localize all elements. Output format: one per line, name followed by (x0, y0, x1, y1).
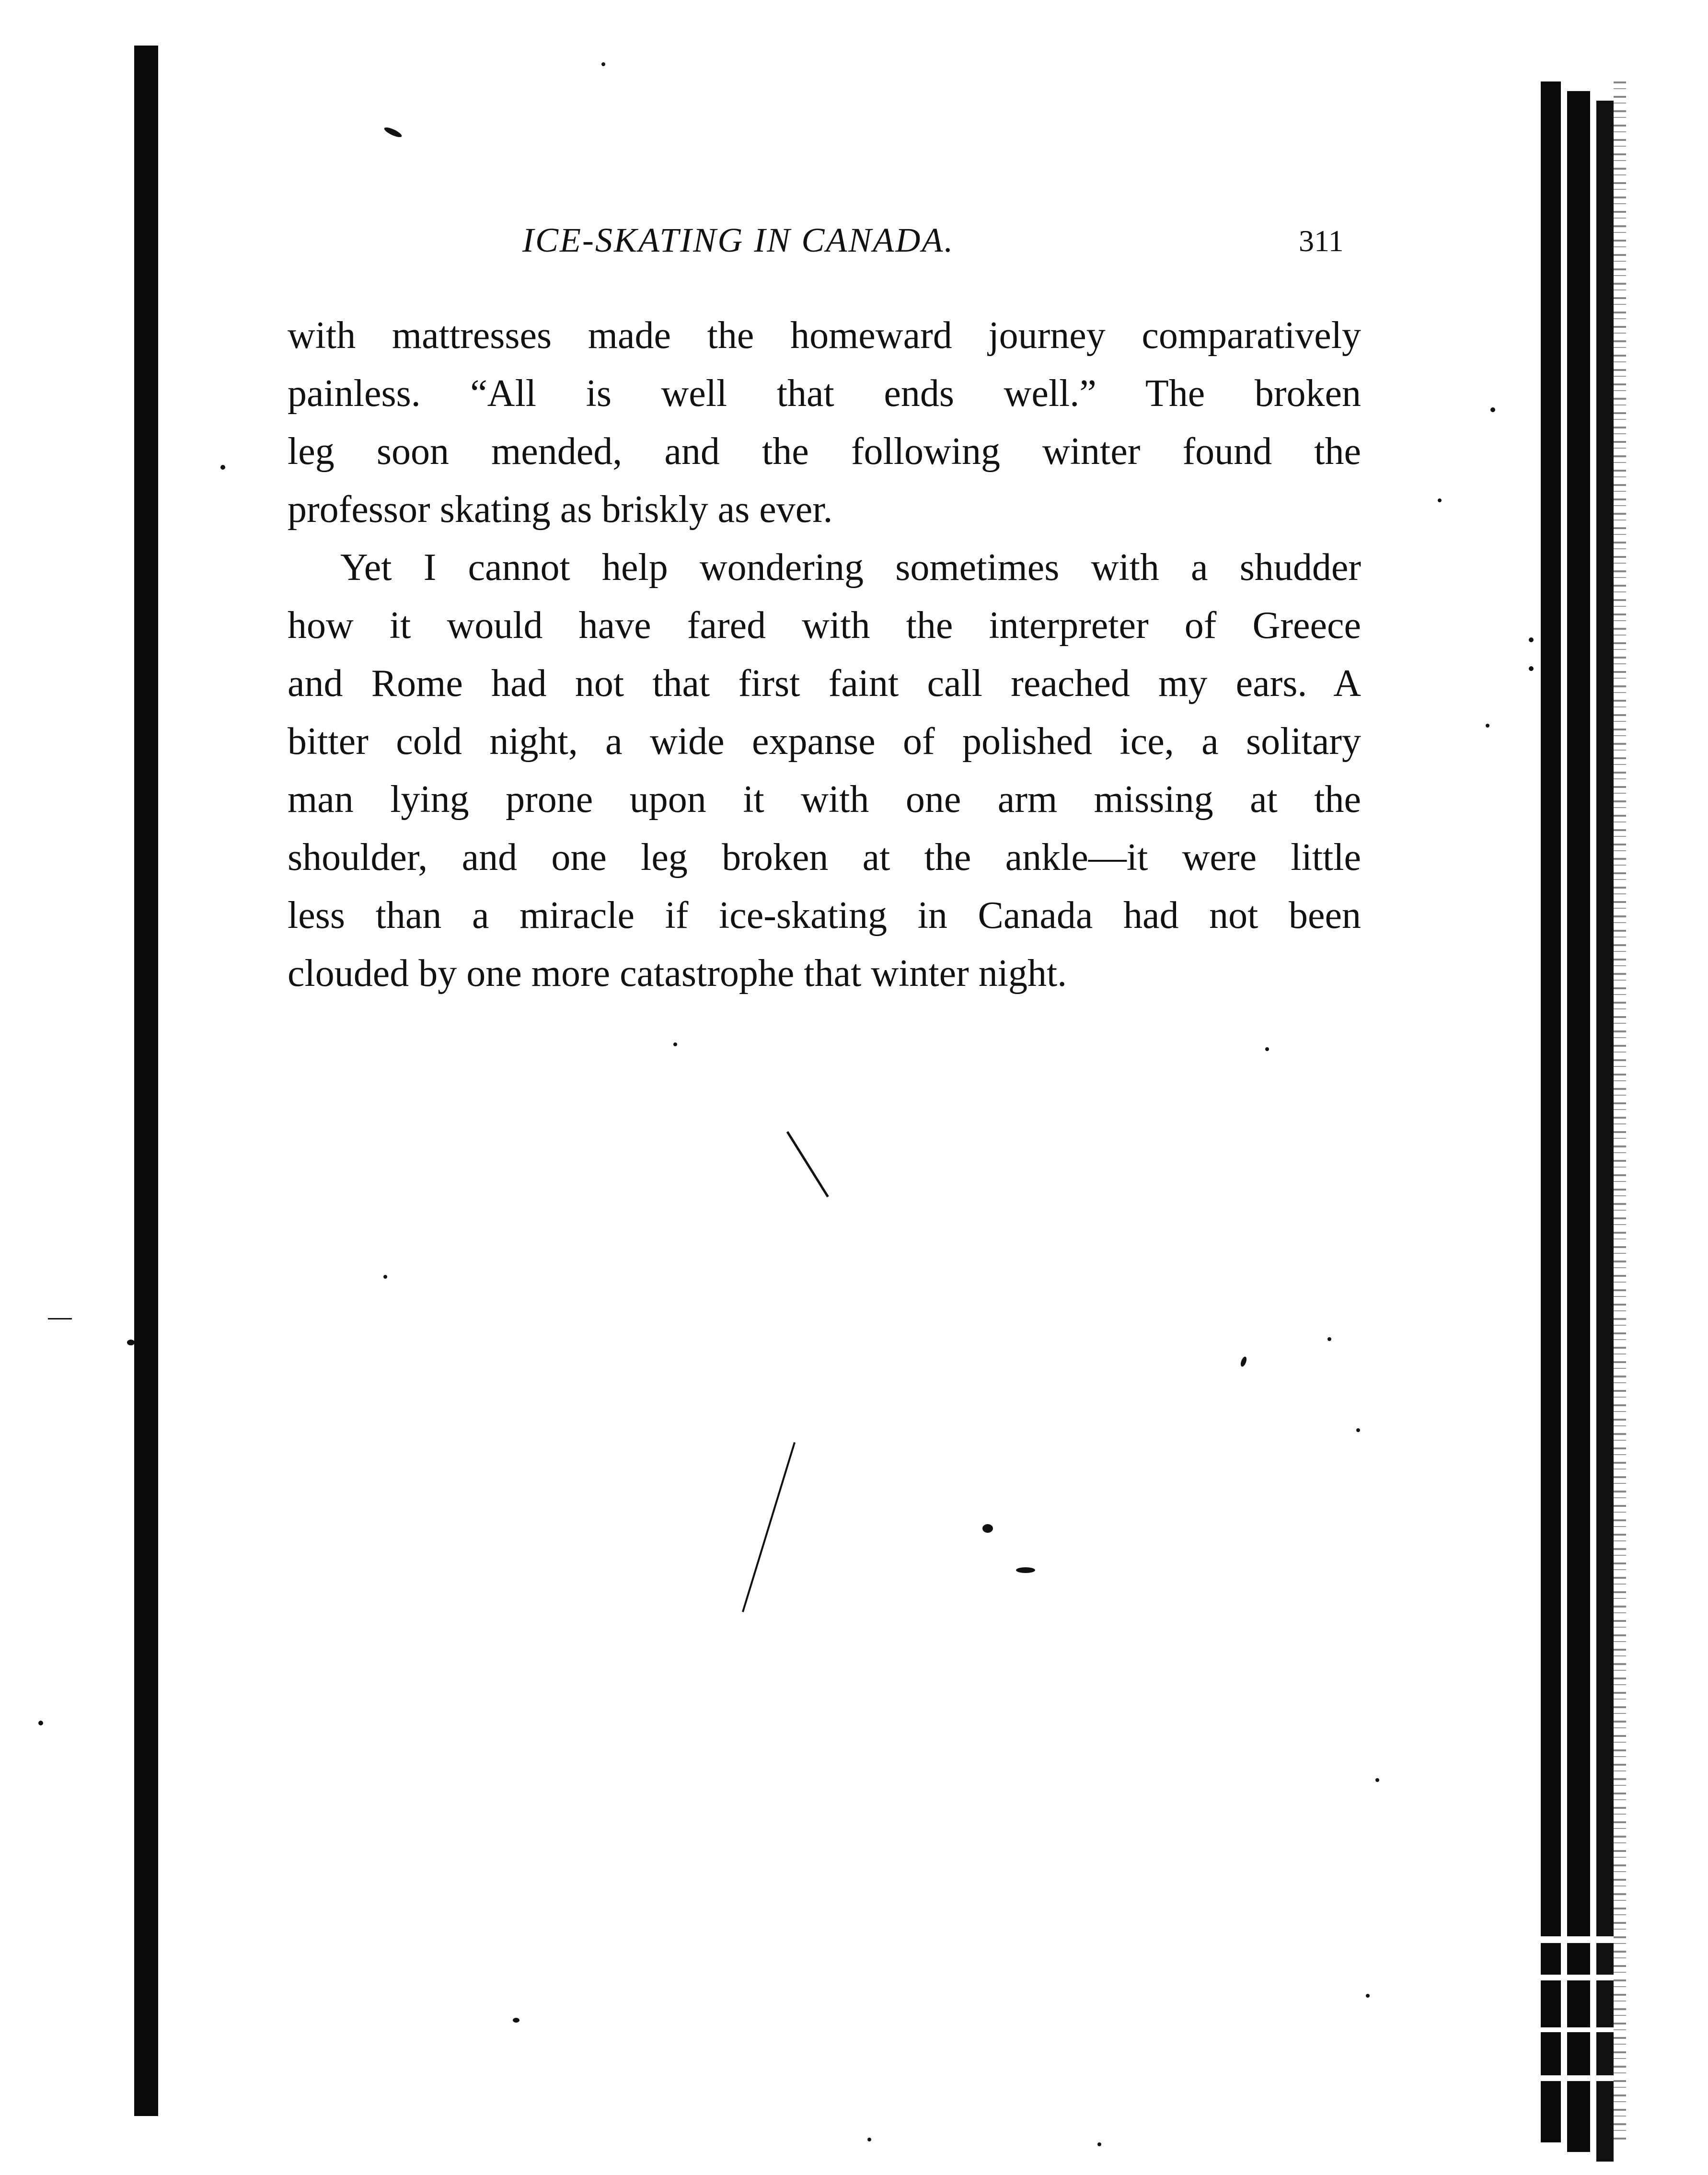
scan-speck (383, 126, 403, 139)
body-text (288, 307, 1361, 1003)
page-edge-stripe (1541, 81, 1561, 2142)
scan-speck (1366, 1994, 1370, 1998)
page-number: 311 (1299, 224, 1344, 258)
scan-stray-mark (742, 1442, 796, 1612)
scan-stray-mark (786, 1131, 829, 1197)
scan-speck (1016, 1567, 1035, 1573)
scan-speck (1438, 498, 1442, 502)
scan-speck (1375, 1778, 1379, 1782)
text-line: how it would have fared with the interpreter of Greece (288, 604, 1361, 647)
page-edge-gap (1541, 1936, 1614, 1943)
scan-speck (127, 1340, 135, 1345)
left-binding-shadow (134, 46, 158, 2116)
page-edge-gap (1541, 1975, 1614, 1980)
scan-speck (982, 1524, 993, 1533)
scan-speck (513, 2018, 519, 2023)
text-line: Yet I cannot help wondering sometimes with a shudder (340, 546, 1361, 589)
text-line: leg soon mended, and the following winter found the (288, 430, 1361, 473)
scan-speck (673, 1042, 677, 1046)
text-line: less than a miracle if ice-skating in Canada had not been (288, 894, 1361, 937)
text-line: professor skating as briskly as ever. (288, 488, 833, 531)
scan-speck (1240, 1356, 1248, 1367)
page-edge-gap (1541, 2027, 1614, 2032)
scan-speck (1529, 637, 1534, 642)
scan-speck (383, 1275, 387, 1279)
scan-speck (1265, 1047, 1269, 1051)
scan-speck (1327, 1337, 1331, 1341)
right-page-edges (1541, 81, 1627, 2142)
text-line: and Rome had not that first faint call reached my ears. A (288, 662, 1361, 705)
running-title: ICE-SKATING IN CANADA. (522, 221, 955, 259)
scan-speck (38, 1721, 43, 1725)
scan-speck (220, 465, 225, 470)
scan-speck (1356, 1428, 1360, 1432)
text-line: bitter cold night, a wide expanse of polished ice, a solitary (288, 720, 1361, 763)
text-line: clouded by one more catastrophe that winter night. (288, 952, 1067, 995)
text-line: painless. “All is well that ends well.” The broken (288, 372, 1361, 415)
page-edge-gap (1541, 2075, 1614, 2081)
scan-speck (1486, 724, 1489, 728)
scan-stray-mark (48, 1318, 72, 1319)
text-line: shoulder, and one leg broken at the ankle—it were little (288, 836, 1361, 879)
text-line: man lying prone upon it with one arm missing at the (288, 778, 1361, 821)
text-line: with mattresses made the homeward journey comparatively (288, 314, 1361, 357)
scan-speck (1529, 666, 1534, 671)
page-edge-stripe (1596, 101, 1614, 2162)
running-head (288, 220, 1390, 273)
scan-speck (1490, 407, 1495, 412)
scan-speck (867, 2138, 871, 2141)
scan-speck (1097, 2142, 1101, 2146)
scan-speck (601, 62, 605, 66)
page-edge-speckle (1614, 81, 1626, 2142)
page-edge-stripe (1567, 91, 1590, 2152)
